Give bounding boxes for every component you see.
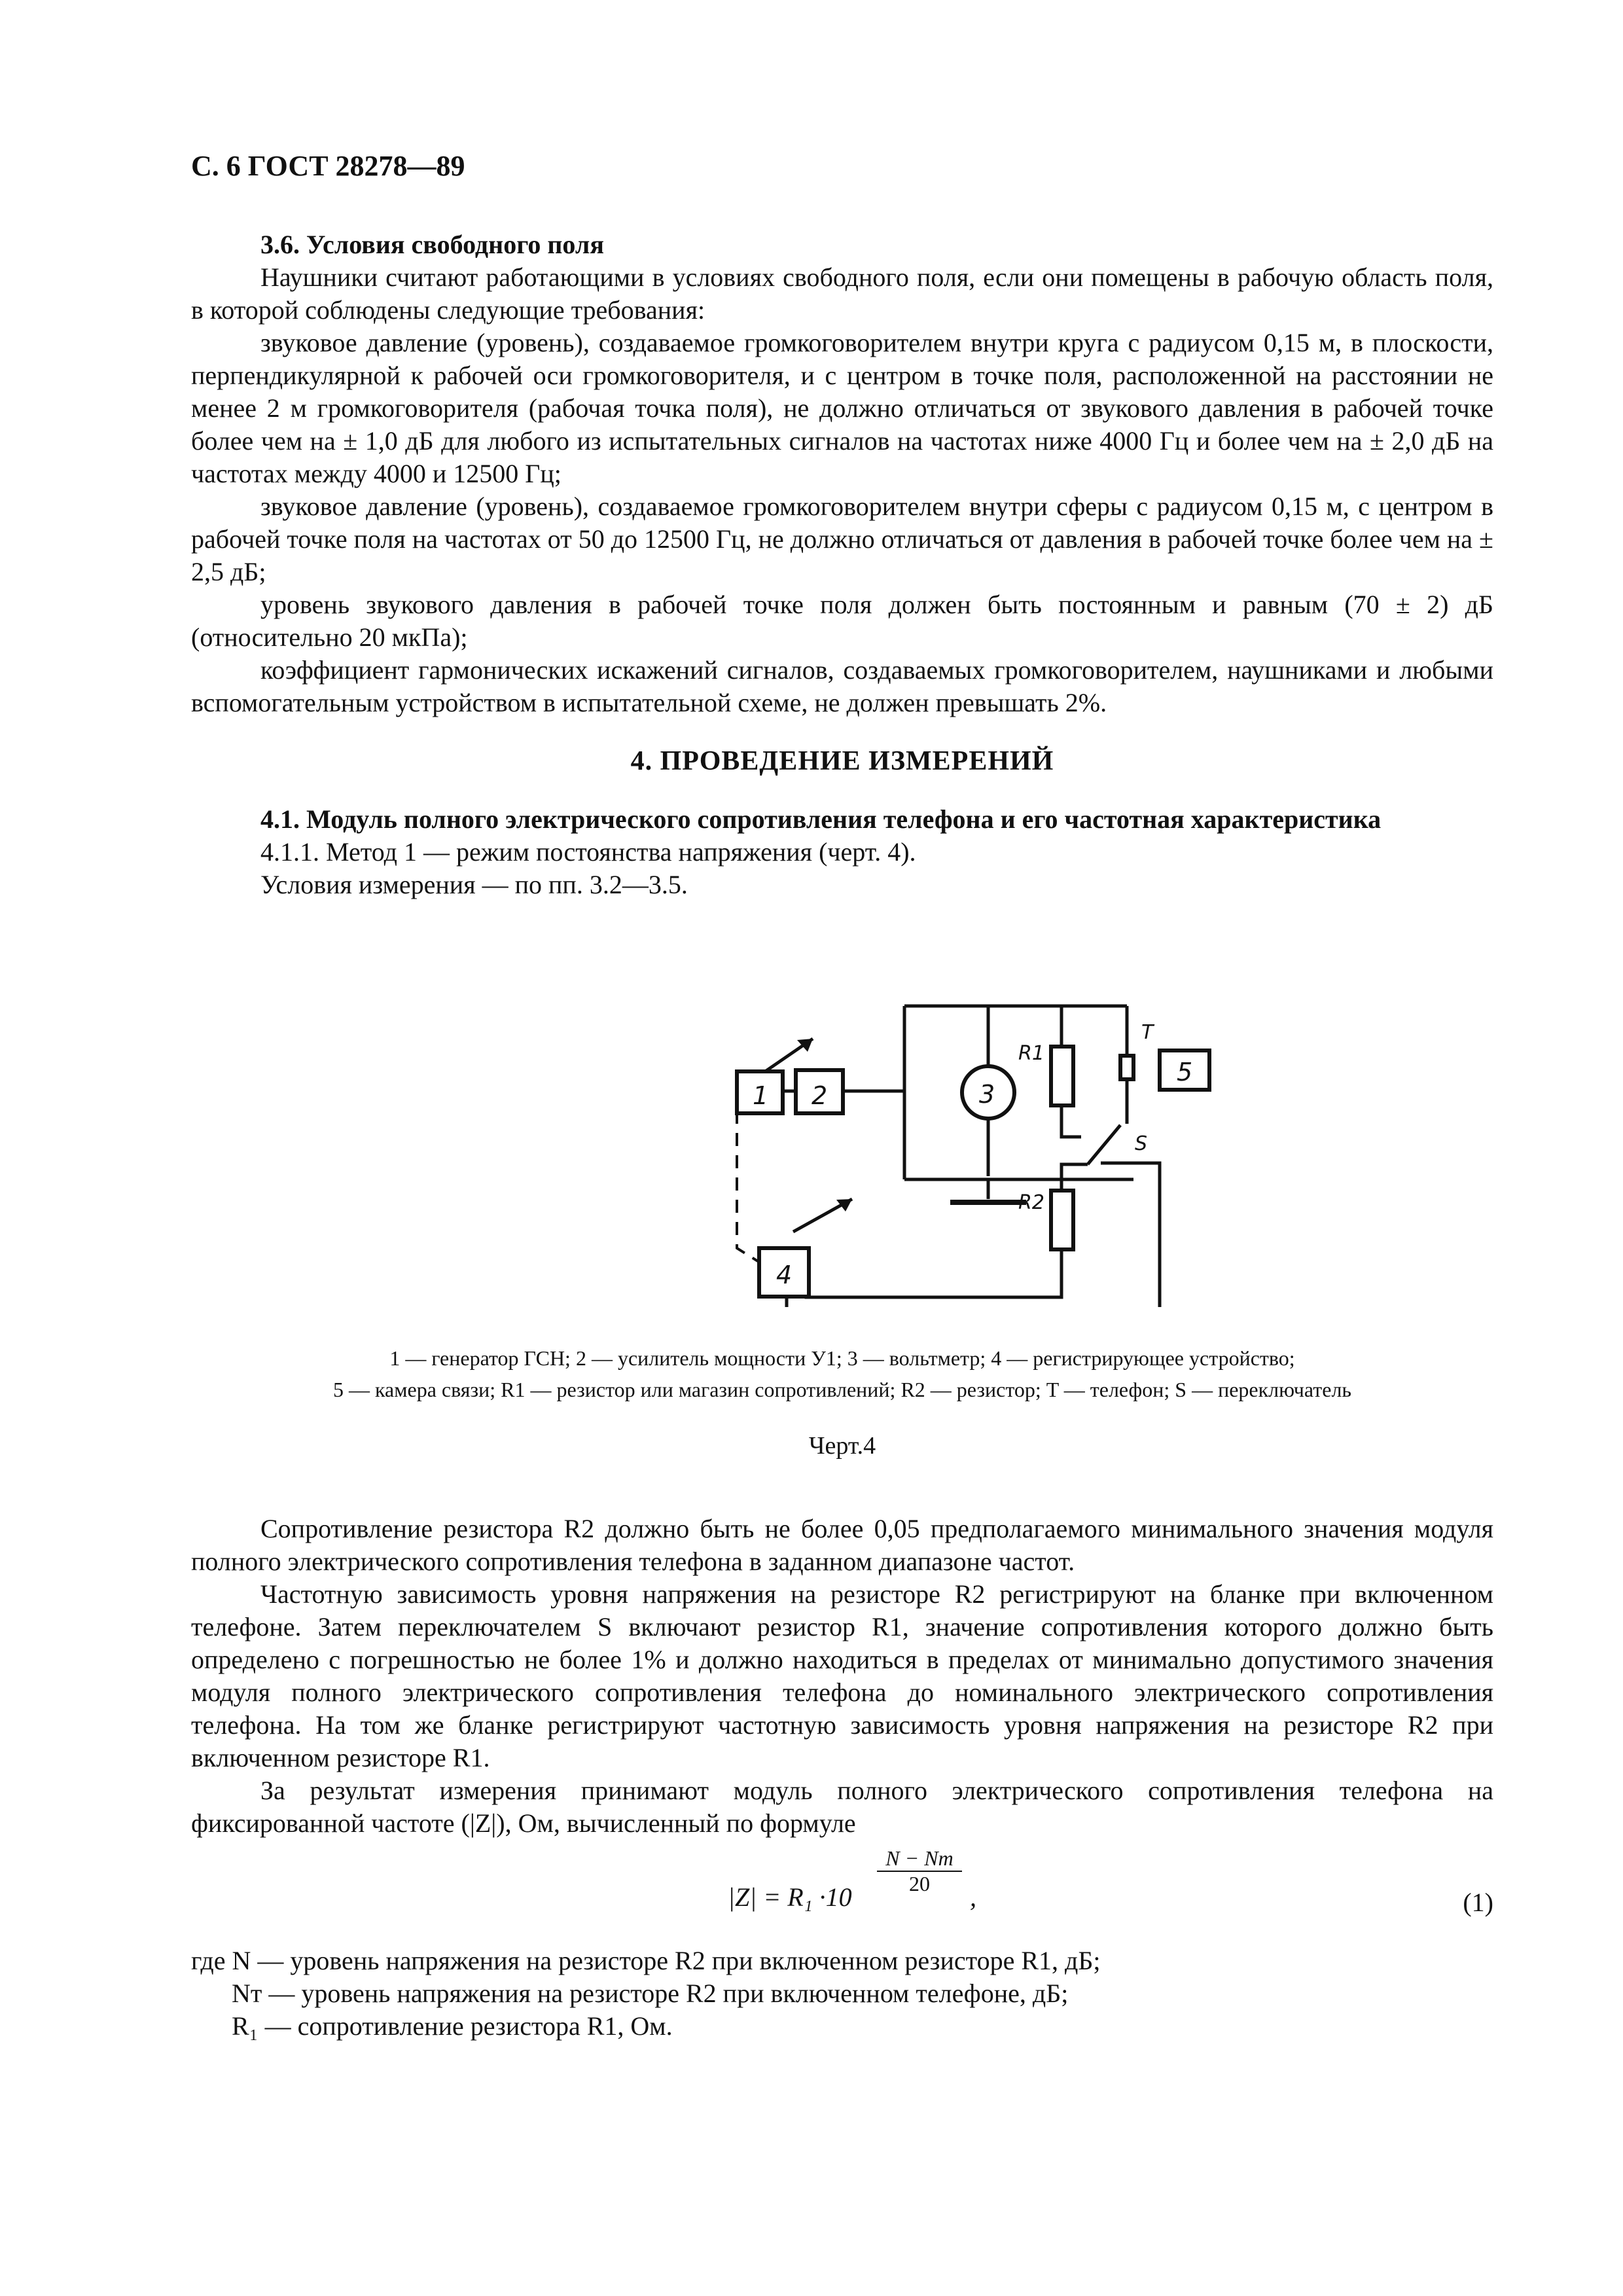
formula-exponent xyxy=(877,1846,962,1896)
formula-1 xyxy=(191,1846,1493,1925)
label-r1: R1 xyxy=(1018,1042,1044,1065)
formula-number: (1) xyxy=(1463,1888,1493,1917)
figure-legend xyxy=(191,1342,1493,1405)
measurement-conditions: Условия измерения — по пп. 3.2—3.5. xyxy=(260,870,688,899)
figure-caption: Черт.4 xyxy=(808,1432,876,1460)
section-3-6-para4: уровень звукового давления в рабочей точке поля должен быть постоянным и равным (70 ± 2) дБ (относительно 20 мкПа); xyxy=(191,590,1493,652)
legend-line-1: 1 — генератор ГСН; 2 — усилитель мощности У1; 3 — вольтметр; 4 — регистрирующее устройство; xyxy=(389,1346,1295,1370)
circuit-diagram xyxy=(584,941,1277,1307)
formula-exp-num: N − Nт xyxy=(877,1846,962,1872)
telephone-symbol xyxy=(1120,1056,1133,1079)
section-3-6-para1: Наушники считают работающими в условиях свободного поля, если они помещены в рабочую область поля, в которой соблюдены следующие требования: xyxy=(191,262,1493,325)
label-2: 2 xyxy=(812,1081,828,1110)
label-3: 3 xyxy=(979,1080,995,1109)
line-4-1-1: 4.1.1. Метод 1 — режим постоянства напряжения (черт. 4). xyxy=(260,837,916,867)
circuit-figure xyxy=(191,941,1493,1333)
formula-tail: , xyxy=(970,1882,976,1912)
label-4: 4 xyxy=(776,1261,793,1289)
legend-line-2: 5 — камера связи; R1 — резистор или магазин сопротивлений; R2 — резистор; T — телефон; S — переключатель xyxy=(332,1378,1352,1401)
label-5: 5 xyxy=(1177,1058,1193,1086)
section-3-6-para3: звуковое давление (уровень), создаваемое громкоговорителем внутри сферы с радиусом 0,15 м, с центром в рабочей точке поля на частотах от 50 до 12500 Гц, не должно отличаться от давления в рабочей точке более чем на ± 2,5 дБ; xyxy=(191,492,1493,586)
label-s: S xyxy=(1135,1132,1148,1155)
body-para3: За результат измерения принимают модуль полного электрического сопротивления телефона на фиксированной частоте (|Z|), Ом, вычисленный по формуле xyxy=(191,1776,1493,1838)
formula-lhs: |Z| = R₁ ·10 xyxy=(728,1882,852,1912)
label-1: 1 xyxy=(753,1081,769,1110)
dashed-link xyxy=(737,1111,758,1261)
resistor-r1 xyxy=(1051,1047,1073,1105)
where-line-3: R₁ — сопротивление резистора R1, Ом. xyxy=(232,2011,673,2041)
where-block xyxy=(191,1945,1493,2043)
where-line-2: Nт — уровень напряжения на резисторе R2 при включенном телефоне, дБ; xyxy=(232,1979,1069,2008)
resistor-r2 xyxy=(1051,1191,1073,1249)
page-header: С. 6 ГОСТ 28278—89 xyxy=(191,150,465,182)
body-para1: Сопротивление резистора R2 должно быть не более 0,05 предполагаемого минимального значения модуля полного электрического сопротивления телефона в заданном диапазоне частот. xyxy=(191,1514,1493,1576)
where-line-1: где N — уровень напряжения на резисторе R2 при включенном резисторе R1, дБ; xyxy=(191,1946,1101,1975)
section-3-6-para2: звуковое давление (уровень), создаваемое громкоговорителем внутри круга с радиусом 0,15 м, в плоскости, перпендикулярной к рабочей оси громкоговорителя, и с центром в точке поля, расположенной на расстоянии не менее 2 м громкоговорителя (рабочая точка поля), не должно отличаться от звукового давления в рабочей точке более чем на ± 1,0 дБ для любого из испытательных сигналов на частотах ниже 4000 Гц и более чем на ± 2,0 дБ на частотах между 4000 и 12500 Гц; xyxy=(191,328,1493,488)
document-page xyxy=(191,149,1493,2043)
label-t: T xyxy=(1141,1021,1154,1044)
body-para2: Частотную зависимость уровня напряжения на резисторе R2 регистрируют на бланке при включенном телефоне. Затем переключателем S включают резистор R1, значение сопротивления которого должно быть определено с погрешностью не более 1% и должно находиться в пределах от минимально допустимого значения модуля полного электрического сопротивления телефона до номинального электрического сопротивления телефона. На том же бланке регистрируют частотную зависимость уровня напряжения на резисторе R2 при включенном резисторе R1. xyxy=(191,1579,1493,1772)
switch-blade xyxy=(1088,1125,1120,1164)
section-3-6-para5: коэффициент гармонических искажений сигналов, создаваемых громкоговорителем, наушниками и любыми вспомогательным устройством в испытательной схеме, не должен превышать 2%. xyxy=(191,655,1493,717)
formula-exp-den: 20 xyxy=(909,1872,930,1895)
label-r2: R2 xyxy=(1018,1191,1044,1214)
section-4-title: 4. ПРОВЕДЕНИЕ ИЗМЕРЕНИЙ xyxy=(630,746,1054,776)
section-3-6-title: 3.6. Условия свободного поля xyxy=(260,230,604,259)
subsection-4-1-title: 4.1. Модуль полного электрического сопротивления телефона и его частотная характеристика xyxy=(260,804,1382,834)
